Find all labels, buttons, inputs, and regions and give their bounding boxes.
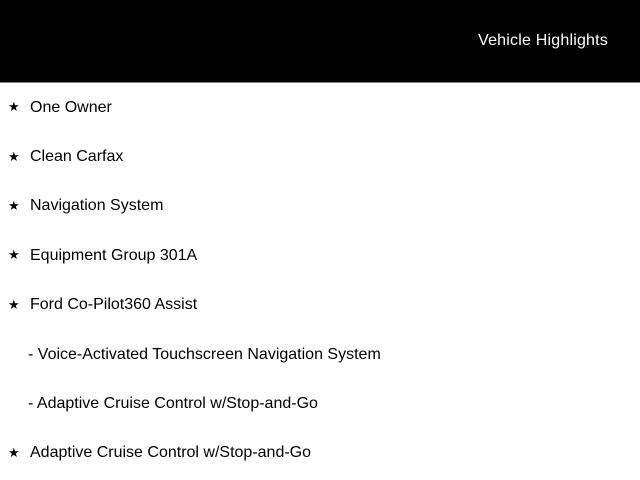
star-icon: ★ (8, 296, 20, 312)
vehicle-highlights-list (0, 83, 640, 479)
list-sub-item-label: - Adaptive Cruise Control w/Stop-and-Go (28, 395, 318, 413)
list-sub-item (0, 330, 640, 379)
star-icon: ★ (8, 197, 20, 213)
list-item (0, 281, 640, 330)
list-item (0, 132, 640, 181)
star-icon: ★ (8, 247, 20, 263)
list-item (0, 231, 640, 280)
list-item (0, 83, 640, 132)
list-item (0, 429, 640, 478)
list-item-label: Equipment Group 301A (30, 246, 198, 264)
star-icon: ★ (8, 444, 20, 460)
star-icon: ★ (8, 148, 20, 164)
list-item-label: Adaptive Cruise Control w/Stop-and-Go (30, 444, 312, 462)
list-item-label: Clean Carfax (30, 148, 124, 166)
page-title: Vehicle Highlights (478, 32, 608, 49)
list-item-label: One Owner (30, 98, 112, 116)
list-sub-item-label: - Voice-Activated Touchscreen Navigation System (28, 345, 381, 363)
list-item-label: Navigation System (30, 197, 164, 215)
list-item (0, 182, 640, 231)
list-item-label: Ford Co-Pilot360 Assist (30, 296, 198, 314)
header-bar (0, 0, 640, 83)
list-sub-item (0, 379, 640, 428)
star-icon: ★ (8, 99, 20, 115)
